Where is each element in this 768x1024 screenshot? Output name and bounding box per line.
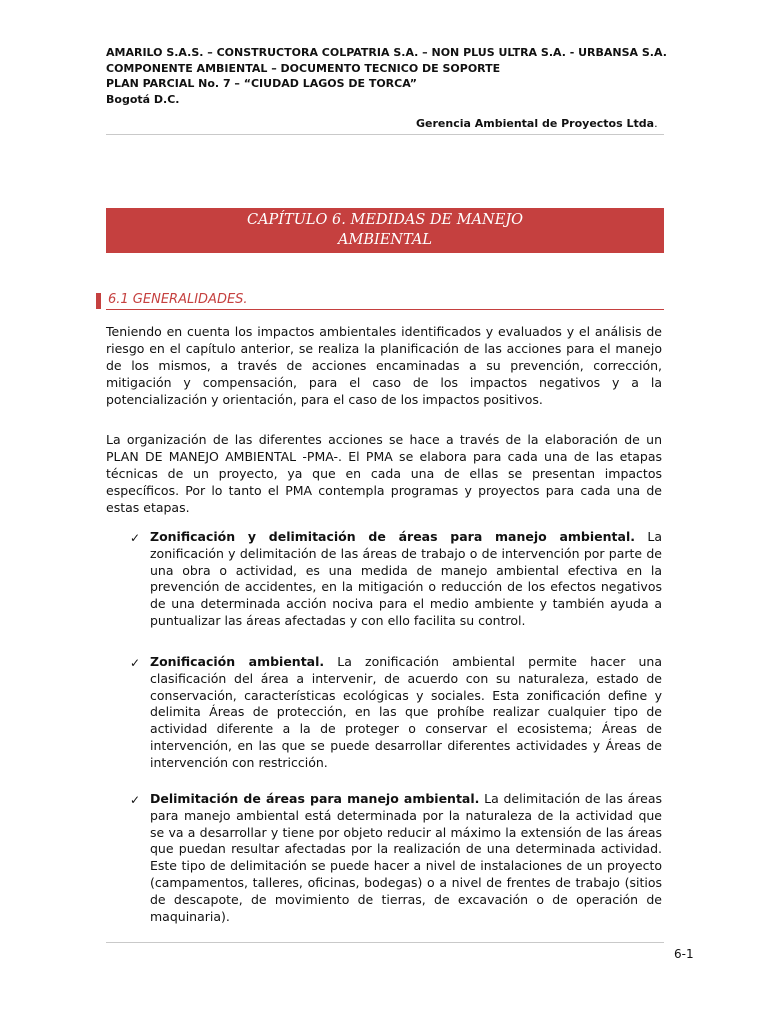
- check-icon: ✓: [130, 793, 141, 807]
- intro-paragraph: Teniendo en cuenta los impactos ambientales identificados y evaluados y el análisis de riesgo en el capítulo anterior, se realiza la planificación de las acciones para el manejo de los mismos, a través de acciones encaminadas a su prevención, corrección, mitigación y compensación, para el caso de los impactos negativos y a la potencialización y orientación, para el caso de los impactos positivos.: [106, 324, 662, 407]
- list-item-title: Zonificación y delimitación de áreas para manejo ambiental.: [150, 529, 635, 544]
- check-icon: ✓: [130, 531, 141, 545]
- section-title: 6.1 GENERALIDADES.: [108, 292, 248, 307]
- list-item: [150, 529, 662, 630]
- header-line-companies: AMARILO S.A.S. – CONSTRUCTORA COLPATRIA S.A. – NON PLUS ULTRA S.A. - URBANSA S.A.: [106, 46, 667, 59]
- chapter-title-line1: CAPÍTULO 6. MEDIDAS DE MANEJO: [246, 212, 524, 228]
- section-marker: [96, 293, 101, 309]
- header-line-plan: PLAN PARCIAL No. 7 – “CIUDAD LAGOS DE TORCA”: [106, 77, 417, 90]
- company-name: [416, 117, 658, 130]
- header-line-city: Bogotá D.C.: [106, 92, 180, 106]
- list-item-title: Zonificación ambiental.: [150, 654, 325, 669]
- section-underline: [106, 309, 664, 310]
- check-icon: ✓: [130, 656, 141, 670]
- page-number: 6-1: [674, 947, 694, 961]
- footer-divider: [106, 942, 664, 943]
- chapter-title-line2: AMBIENTAL: [338, 232, 432, 248]
- list-item: [150, 654, 662, 772]
- header-line-component: COMPONENTE AMBIENTAL – DOCUMENTO TECNICO DE SOPORTE: [106, 61, 501, 75]
- list-item-title: Delimitación de áreas para manejo ambiental.: [150, 791, 480, 806]
- list-item: [150, 791, 662, 925]
- document-header: [106, 45, 667, 107]
- list-item-text: La delimitación de las áreas para manejo ambiental está determinada por la naturaleza de la actividad que se va a desarrollar y tiene por objeto reducir al máximo la extensión de las áreas que puedan resultar afectadas por la realización de una determinada actividad. Este tipo de delimitación se puede hacer a nivel de instalaciones de un proyecto (campamentos, talleres, oficinas, bodegas) o a nivel de frentes de trabajo (sitios de descapote, de movimiento de tierras, de excavación o de operación de maquinaria).: [150, 791, 662, 924]
- chapter-banner: [106, 208, 664, 253]
- company-name-suffix: .: [654, 117, 658, 130]
- company-name-text: Gerencia Ambiental de Proyectos Ltda: [416, 117, 655, 130]
- header-divider: [106, 134, 664, 135]
- list-item-text: La zonificación y delimitación de las áreas de trabajo o de intervención por parte de una obra o actividad, es una medida de manejo ambiental efectiva en la prevención de accidentes, en la mitigación o reducción de los efectos negativos de una determinada acción nociva para el medio ambiente y también ayuda a puntualizar las áreas afectadas y con ello facilita su control.: [150, 529, 662, 628]
- list-item-text: La zonificación ambiental permite hacer una clasificación del área a intervenir, de acuerdo con su naturaleza, estado de conservación, características ecológicas y sociales. Esta zonificación define y delimita Áreas de protección, en las que prohíbe realizar cualquier tipo de actividad diferente a la de proteger o conservar el ecosistema; Áreas de intervención, en las que se puede desarrollar diferentes actividades y Áreas de intervención con restricción.: [150, 654, 662, 770]
- pma-paragraph: La organización de las diferentes acciones se hace a través de la elaboración de un PLAN DE MANEJO AMBIENTAL -PMA-. El PMA se elabora para cada una de las etapas técnicas de un proyecto, ya que en cada una de ellas se presentan impactos específicos. Por lo tanto el PMA contempla programas y proyectos para cada una de estas etapas.: [106, 432, 662, 515]
